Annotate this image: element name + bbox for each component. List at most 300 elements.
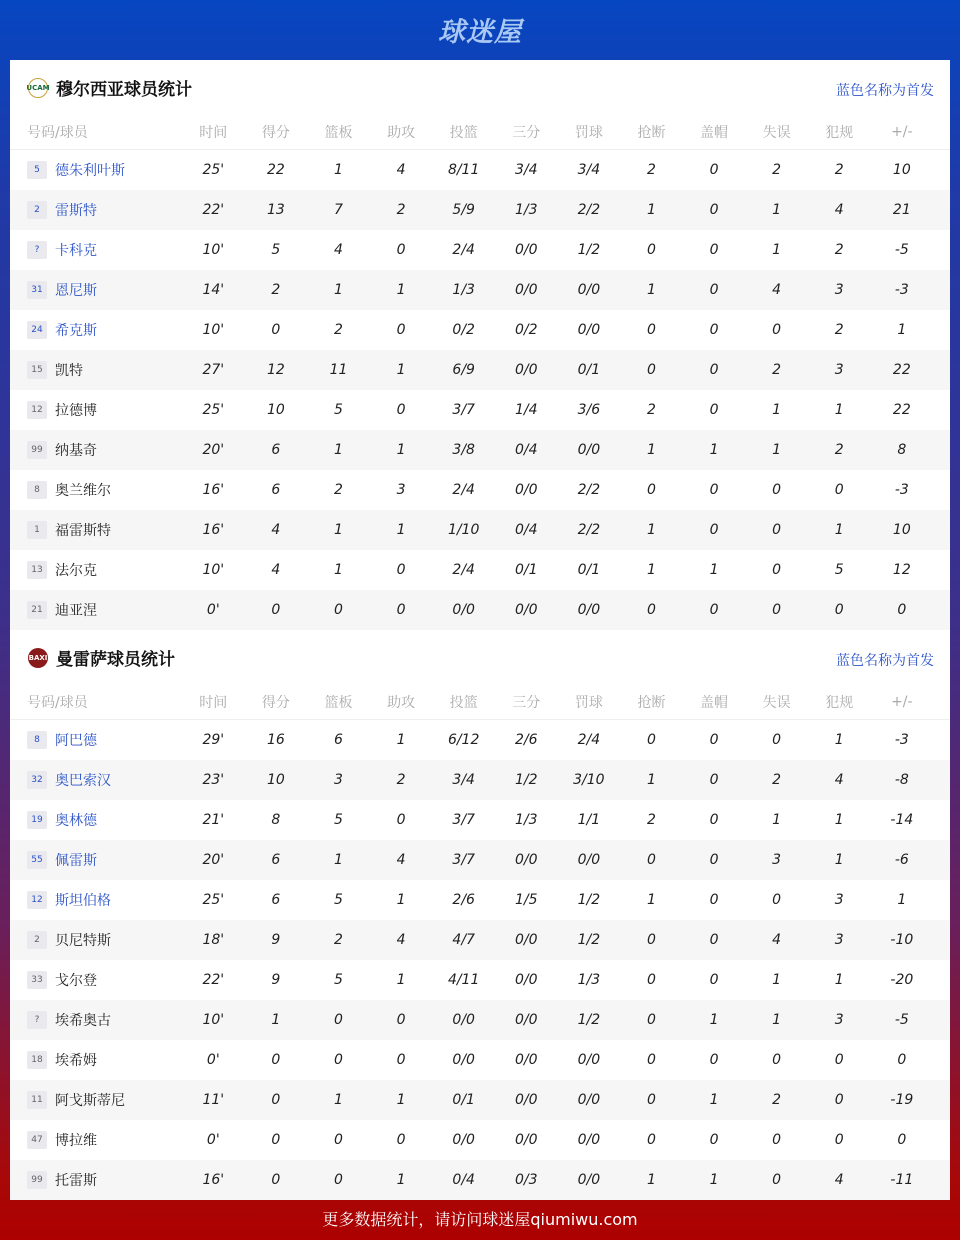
- stat-cell: 2: [396, 772, 406, 788]
- stat-cell: 8: [271, 812, 281, 828]
- stat-cell: 2: [834, 322, 844, 338]
- stat-cell: 1/2: [577, 932, 601, 948]
- stat-cell: 1: [646, 202, 656, 218]
- stat-cell: 0: [271, 602, 281, 618]
- stat-cell: 0: [709, 812, 719, 828]
- table-row[interactable]: [10, 310, 950, 350]
- table-row[interactable]: [10, 1120, 950, 1160]
- jersey-number-badge: 18: [27, 1051, 47, 1069]
- stat-cell: 6: [271, 852, 281, 868]
- stat-cell: 1: [646, 522, 656, 538]
- team-title: 穆尔西亚球员统计: [56, 80, 192, 100]
- table-row[interactable]: [10, 270, 950, 310]
- column-header[interactable]: 得分: [261, 695, 290, 711]
- jersey-number-badge: 19: [27, 811, 47, 829]
- team-logo-icon: UCAM: [28, 78, 48, 98]
- stat-cell: 2/6: [452, 892, 475, 908]
- stat-cell: 0/0: [577, 1172, 601, 1188]
- player-name[interactable]: 托雷斯: [55, 1173, 97, 1189]
- table-row[interactable]: [10, 880, 950, 920]
- stat-cell: 2: [334, 482, 343, 498]
- stat-cell: 2: [396, 202, 406, 218]
- table-row[interactable]: [10, 230, 950, 270]
- stat-cell: 4/11: [447, 972, 480, 988]
- jersey-number-badge: 99: [27, 1171, 47, 1189]
- player-name[interactable]: 斯坦伯格: [55, 893, 111, 909]
- stat-cell: 0: [646, 1052, 656, 1068]
- stat-cell: 1: [646, 442, 656, 458]
- stat-cell: 1: [834, 972, 844, 988]
- stat-cell: 8/11: [447, 162, 480, 178]
- stat-cell: -20: [890, 972, 914, 988]
- stat-cell: 20': [202, 852, 225, 868]
- column-header[interactable]: 篮板: [324, 125, 353, 141]
- column-header[interactable]: 三分: [512, 695, 541, 711]
- table-row[interactable]: [10, 510, 950, 550]
- stat-cell: -5: [894, 242, 909, 258]
- team-section: [10, 60, 950, 630]
- player-name[interactable]: 博拉维: [55, 1133, 97, 1149]
- stat-cell: 1/5: [515, 892, 538, 908]
- stat-cell: 0: [772, 1172, 782, 1188]
- stat-cell: 4: [834, 772, 844, 788]
- stat-cell: 25': [202, 402, 225, 418]
- jersey-number-badge: 33: [27, 971, 47, 989]
- stat-cell: 1: [709, 1172, 719, 1188]
- stat-cell: 0: [396, 562, 406, 578]
- stat-cell: 0: [646, 1092, 656, 1108]
- stat-cell: 0: [709, 242, 719, 258]
- table-header: [10, 115, 950, 150]
- table-row[interactable]: [10, 470, 950, 510]
- stat-cell: 0: [709, 362, 719, 378]
- stat-cell: 1: [834, 852, 844, 868]
- stat-cell: 2: [772, 362, 782, 378]
- jersey-number-badge: 12: [27, 891, 47, 909]
- table-row[interactable]: [10, 350, 950, 390]
- jersey-number-badge: 8: [27, 481, 47, 499]
- stat-cell: 4: [271, 562, 281, 578]
- stat-cell: 4: [334, 242, 343, 258]
- player-name[interactable]: 佩雷斯: [55, 853, 97, 869]
- stat-cell: 12: [266, 362, 285, 378]
- table-row[interactable]: [10, 1080, 950, 1120]
- stat-cell: 0/0: [515, 242, 538, 258]
- stat-cell: 22: [892, 362, 911, 378]
- player-name[interactable]: 德朱利叶斯: [55, 163, 125, 179]
- stat-cell: 1: [709, 442, 719, 458]
- stat-cell: 1/10: [447, 522, 480, 538]
- stat-cell: 22: [266, 162, 285, 178]
- stats-card: [10, 60, 950, 1200]
- stat-cell: 16': [202, 522, 225, 538]
- stat-cell: 5: [334, 812, 343, 828]
- stat-cell: 0/0: [577, 442, 601, 458]
- stat-cell: 1: [772, 972, 782, 988]
- jersey-number-badge: 15: [27, 361, 47, 379]
- stat-cell: 1: [334, 852, 343, 868]
- stat-cell: 16': [202, 482, 225, 498]
- column-header[interactable]: 盖帽: [700, 125, 729, 141]
- stat-cell: 12: [892, 562, 911, 578]
- stat-cell: 18': [202, 932, 225, 948]
- stat-cell: 2: [834, 162, 844, 178]
- player-name[interactable]: 阿戈斯蒂尼: [55, 1093, 125, 1109]
- footer-link[interactable]: 更多数据统计，请访问球迷屋qiumiwu.com: [322, 1210, 638, 1229]
- stat-cell: 1: [396, 362, 406, 378]
- stat-cell: 1/3: [577, 972, 601, 988]
- stat-cell: 2: [834, 242, 844, 258]
- stat-cell: 1: [271, 1012, 281, 1028]
- table-row[interactable]: [10, 390, 950, 430]
- stat-cell: 0/0: [515, 1052, 538, 1068]
- table-row[interactable]: [10, 590, 950, 630]
- stat-cell: 1: [834, 732, 844, 748]
- stat-cell: 0: [772, 892, 782, 908]
- player-name[interactable]: 奥林德: [55, 813, 97, 829]
- stat-cell: 0: [334, 1132, 343, 1148]
- stat-cell: 2: [271, 282, 281, 298]
- stat-cell: 0/2: [515, 322, 538, 338]
- stat-cell: 2: [646, 402, 656, 418]
- stat-cell: 0: [646, 482, 656, 498]
- stat-cell: 0: [646, 1132, 656, 1148]
- stat-cell: 0: [772, 522, 782, 538]
- stat-cell: 2: [772, 162, 782, 178]
- stat-cell: 0: [709, 482, 719, 498]
- player-name[interactable]: 希克斯: [55, 323, 97, 339]
- column-header[interactable]: 投篮: [449, 125, 478, 141]
- stat-cell: 1: [334, 282, 343, 298]
- column-header[interactable]: 失误: [762, 125, 791, 141]
- stat-cell: 13: [266, 202, 285, 218]
- stat-cell: 1: [897, 892, 907, 908]
- stat-cell: 16: [266, 732, 285, 748]
- stat-cell: 2/6: [515, 732, 538, 748]
- stat-cell: 0: [709, 602, 719, 618]
- column-header[interactable]: 犯规: [825, 125, 854, 141]
- stat-cell: 3: [396, 482, 406, 498]
- stat-cell: 21: [892, 202, 911, 218]
- table-row[interactable]: [10, 150, 950, 190]
- stat-cell: 5: [334, 402, 343, 418]
- stat-cell: 10: [266, 402, 285, 418]
- stat-cell: 3/4: [577, 162, 601, 178]
- stat-cell: 3/7: [452, 402, 475, 418]
- stat-cell: 0: [271, 1052, 281, 1068]
- table-row[interactable]: [10, 800, 950, 840]
- stat-cell: 0/4: [515, 442, 538, 458]
- stat-cell: 6: [271, 482, 281, 498]
- stat-cell: 1: [646, 772, 656, 788]
- table-row[interactable]: [10, 1040, 950, 1080]
- player-name[interactable]: 奥巴索汉: [55, 773, 111, 789]
- stat-cell: 3/7: [452, 812, 475, 828]
- stat-cell: 3/4: [452, 772, 475, 788]
- stat-cell: 1: [772, 242, 782, 258]
- stat-cell: -3: [894, 282, 909, 298]
- stat-cell: 0/0: [515, 932, 538, 948]
- stat-cell: 3: [334, 772, 343, 788]
- stat-cell: 0/3: [515, 1172, 538, 1188]
- stat-cell: 1: [834, 522, 844, 538]
- column-header[interactable]: 犯规: [825, 695, 854, 711]
- stat-cell: -11: [890, 1172, 914, 1188]
- stat-cell: 0: [396, 402, 406, 418]
- player-name[interactable]: 法尔克: [55, 563, 97, 579]
- column-header[interactable]: 三分: [512, 125, 541, 141]
- player-name[interactable]: 埃希奥古: [55, 1013, 111, 1029]
- stat-cell: 2/4: [577, 732, 601, 748]
- stat-cell: 1: [396, 1172, 406, 1188]
- stat-cell: 2: [646, 812, 656, 828]
- stat-cell: 1: [772, 202, 782, 218]
- stat-cell: 0: [709, 282, 719, 298]
- table-row[interactable]: [10, 840, 950, 880]
- stat-cell: 0: [709, 732, 719, 748]
- stat-cell: 7: [334, 202, 343, 218]
- column-header[interactable]: 投篮: [449, 695, 478, 711]
- player-name[interactable]: 贝尼特斯: [55, 933, 111, 949]
- player-name[interactable]: 戈尔登: [55, 973, 97, 989]
- stat-cell: 0: [772, 602, 782, 618]
- team-logo-icon: BAXI: [28, 648, 48, 668]
- jersey-number-badge: 31: [27, 281, 47, 299]
- stat-cell: 4: [271, 522, 281, 538]
- player-name[interactable]: 恩尼斯: [55, 283, 97, 299]
- stat-cell: 1/2: [577, 1012, 601, 1028]
- stat-cell: 10': [202, 322, 225, 338]
- stat-cell: 0: [646, 732, 656, 748]
- stat-cell: 3/10: [573, 772, 605, 788]
- stat-cell: 0: [709, 852, 719, 868]
- stat-cell: 10': [202, 562, 225, 578]
- stat-cell: 9: [271, 972, 281, 988]
- stat-cell: 0/0: [515, 602, 538, 618]
- stat-cell: 25': [202, 892, 225, 908]
- stat-cell: 2/2: [577, 202, 601, 218]
- team-header: [10, 630, 950, 685]
- table-row[interactable]: [10, 960, 950, 1000]
- stat-cell: 0: [772, 322, 782, 338]
- stat-cell: 1: [396, 1092, 406, 1108]
- stat-cell: 0/0: [515, 972, 538, 988]
- table-row[interactable]: [10, 550, 950, 590]
- stat-cell: 10': [202, 242, 225, 258]
- column-header[interactable]: 失误: [762, 695, 791, 711]
- table-row[interactable]: [10, 190, 950, 230]
- stat-cell: 0: [646, 1012, 656, 1028]
- stat-cell: 0: [271, 1132, 281, 1148]
- stat-cell: 2/4: [452, 562, 475, 578]
- stat-cell: 0/0: [577, 282, 601, 298]
- stat-cell: 1/2: [577, 242, 601, 258]
- player-name[interactable]: 雷斯特: [55, 203, 97, 219]
- jersey-number-badge: ?: [27, 1011, 47, 1029]
- stat-cell: 3: [834, 892, 844, 908]
- stat-cell: 0: [334, 1012, 343, 1028]
- stat-cell: 0/0: [577, 1092, 601, 1108]
- stat-cell: 10: [892, 522, 911, 538]
- stat-cell: 3: [834, 282, 844, 298]
- stat-cell: 0: [396, 322, 406, 338]
- column-header[interactable]: 时间: [199, 125, 228, 141]
- stat-cell: 5: [834, 562, 844, 578]
- stat-cell: 0/0: [577, 602, 601, 618]
- player-name[interactable]: 卡科克: [55, 243, 97, 259]
- player-name[interactable]: 拉德博: [55, 403, 97, 419]
- stat-cell: 0: [709, 322, 719, 338]
- stat-cell: 20': [202, 442, 225, 458]
- column-header[interactable]: 号码/球员: [27, 125, 88, 141]
- stat-cell: 0/0: [515, 852, 538, 868]
- jersey-number-badge: 5: [27, 161, 47, 179]
- stat-cell: 9: [271, 932, 281, 948]
- stat-cell: 0: [834, 1092, 844, 1108]
- stat-cell: 0: [646, 242, 656, 258]
- stat-cell: 0/0: [577, 322, 601, 338]
- stat-cell: 3/7: [452, 852, 475, 868]
- stat-cell: 0: [396, 602, 406, 618]
- stat-cell: 0: [271, 1172, 281, 1188]
- stat-cell: 0: [709, 972, 719, 988]
- stat-cell: 10: [266, 772, 285, 788]
- table-row[interactable]: [10, 760, 950, 800]
- stat-cell: 8: [897, 442, 907, 458]
- jersey-number-badge: 32: [27, 771, 47, 789]
- stat-cell: 0/0: [452, 1012, 475, 1028]
- stat-cell: 1: [396, 282, 406, 298]
- stat-cell: 29': [202, 732, 225, 748]
- player-name[interactable]: 阿巴德: [55, 733, 97, 749]
- column-header[interactable]: 罚球: [574, 695, 603, 711]
- stat-cell: -19: [890, 1092, 914, 1108]
- column-header[interactable]: 罚球: [574, 125, 603, 141]
- stat-cell: 4/7: [452, 932, 475, 948]
- stat-cell: 1: [772, 812, 782, 828]
- column-header[interactable]: +/-: [891, 124, 913, 140]
- stat-cell: 0/1: [452, 1092, 475, 1108]
- stat-cell: 0: [646, 322, 656, 338]
- table-row[interactable]: [10, 720, 950, 760]
- table-header: [10, 685, 950, 720]
- column-header[interactable]: 得分: [261, 125, 290, 141]
- table-row[interactable]: [10, 920, 950, 960]
- stat-cell: 5/9: [452, 202, 475, 218]
- stat-cell: 0: [709, 892, 719, 908]
- stat-cell: 1: [646, 562, 656, 578]
- player-name[interactable]: 福雷斯特: [55, 523, 111, 539]
- stat-cell: 0: [646, 852, 656, 868]
- stat-cell: 0/2: [452, 322, 475, 338]
- player-name[interactable]: 迪亚涅: [55, 603, 97, 619]
- jersey-number-badge: 12: [27, 401, 47, 419]
- column-header[interactable]: 助攻: [387, 695, 416, 711]
- stat-cell: 1: [334, 1092, 343, 1108]
- stat-cell: 1/3: [515, 202, 538, 218]
- stat-cell: 0: [834, 1052, 844, 1068]
- stat-cell: 3/6: [577, 402, 601, 418]
- column-header[interactable]: +/-: [891, 694, 913, 710]
- table-row[interactable]: [10, 1160, 950, 1200]
- stat-cell: 1: [646, 892, 656, 908]
- stat-cell: 1: [772, 1012, 782, 1028]
- stat-cell: 0: [709, 522, 719, 538]
- player-name[interactable]: 纳基奇: [55, 443, 97, 459]
- stat-cell: 0: [396, 1012, 406, 1028]
- stat-cell: 6/9: [452, 362, 475, 378]
- stat-cell: 4: [396, 932, 406, 948]
- stat-cell: 4: [396, 852, 406, 868]
- stat-cell: 0: [646, 602, 656, 618]
- player-name[interactable]: 埃希姆: [55, 1053, 97, 1069]
- stat-cell: 0: [772, 1132, 782, 1148]
- stat-cell: 0/0: [452, 602, 475, 618]
- column-header[interactable]: 助攻: [387, 125, 416, 141]
- stat-cell: 2: [334, 932, 343, 948]
- stat-cell: 0/0: [515, 1092, 538, 1108]
- stat-cell: 4: [772, 282, 782, 298]
- stat-cell: -5: [894, 1012, 909, 1028]
- column-header[interactable]: 抢断: [637, 125, 666, 141]
- stat-cell: 14': [202, 282, 225, 298]
- player-name[interactable]: 奥兰维尔: [55, 483, 111, 499]
- stat-cell: 0/0: [515, 282, 538, 298]
- stat-cell: 3: [772, 852, 782, 868]
- stat-cell: 27': [202, 362, 225, 378]
- stat-cell: 0: [271, 322, 281, 338]
- stat-cell: 6: [334, 732, 343, 748]
- stat-cell: 0: [396, 1132, 406, 1148]
- stat-cell: 0: [646, 972, 656, 988]
- team-section: [10, 630, 950, 1200]
- stat-cell: 1: [772, 442, 782, 458]
- stat-cell: 1: [646, 1172, 656, 1188]
- jersey-number-badge: 1: [27, 521, 47, 539]
- stat-cell: 22: [892, 402, 911, 418]
- player-name[interactable]: 凯特: [55, 363, 83, 379]
- stat-cell: 3/4: [515, 162, 538, 178]
- stat-cell: 0: [334, 1052, 343, 1068]
- stat-cell: 1: [396, 442, 406, 458]
- stat-cell: 23': [202, 772, 225, 788]
- stat-cell: 0: [897, 1132, 907, 1148]
- stat-cell: 0/4: [452, 1172, 475, 1188]
- table-row[interactable]: [10, 430, 950, 470]
- stat-cell: 0': [206, 1132, 220, 1148]
- jersey-number-badge: 8: [27, 731, 47, 749]
- column-header[interactable]: 抢断: [637, 695, 666, 711]
- stat-cell: 0/1: [577, 362, 601, 378]
- stat-cell: 0/0: [515, 362, 538, 378]
- stat-cell: 0/0: [452, 1052, 475, 1068]
- stat-cell: 0: [334, 1172, 343, 1188]
- stat-cell: 6: [271, 442, 281, 458]
- stat-cell: 2: [772, 1092, 782, 1108]
- stat-cell: 2: [646, 162, 656, 178]
- stat-cell: -3: [894, 482, 909, 498]
- stat-cell: 1/2: [577, 892, 601, 908]
- team-title: 曼雷萨球员统计: [56, 650, 175, 670]
- column-header[interactable]: 时间: [199, 695, 228, 711]
- column-header[interactable]: 号码/球员: [27, 695, 88, 711]
- column-header[interactable]: 篮板: [324, 695, 353, 711]
- column-header[interactable]: 盖帽: [700, 695, 729, 711]
- table-row[interactable]: [10, 1000, 950, 1040]
- stat-cell: 4: [834, 1172, 844, 1188]
- brand-logo: 球迷屋: [438, 17, 522, 48]
- stat-cell: 5: [334, 972, 343, 988]
